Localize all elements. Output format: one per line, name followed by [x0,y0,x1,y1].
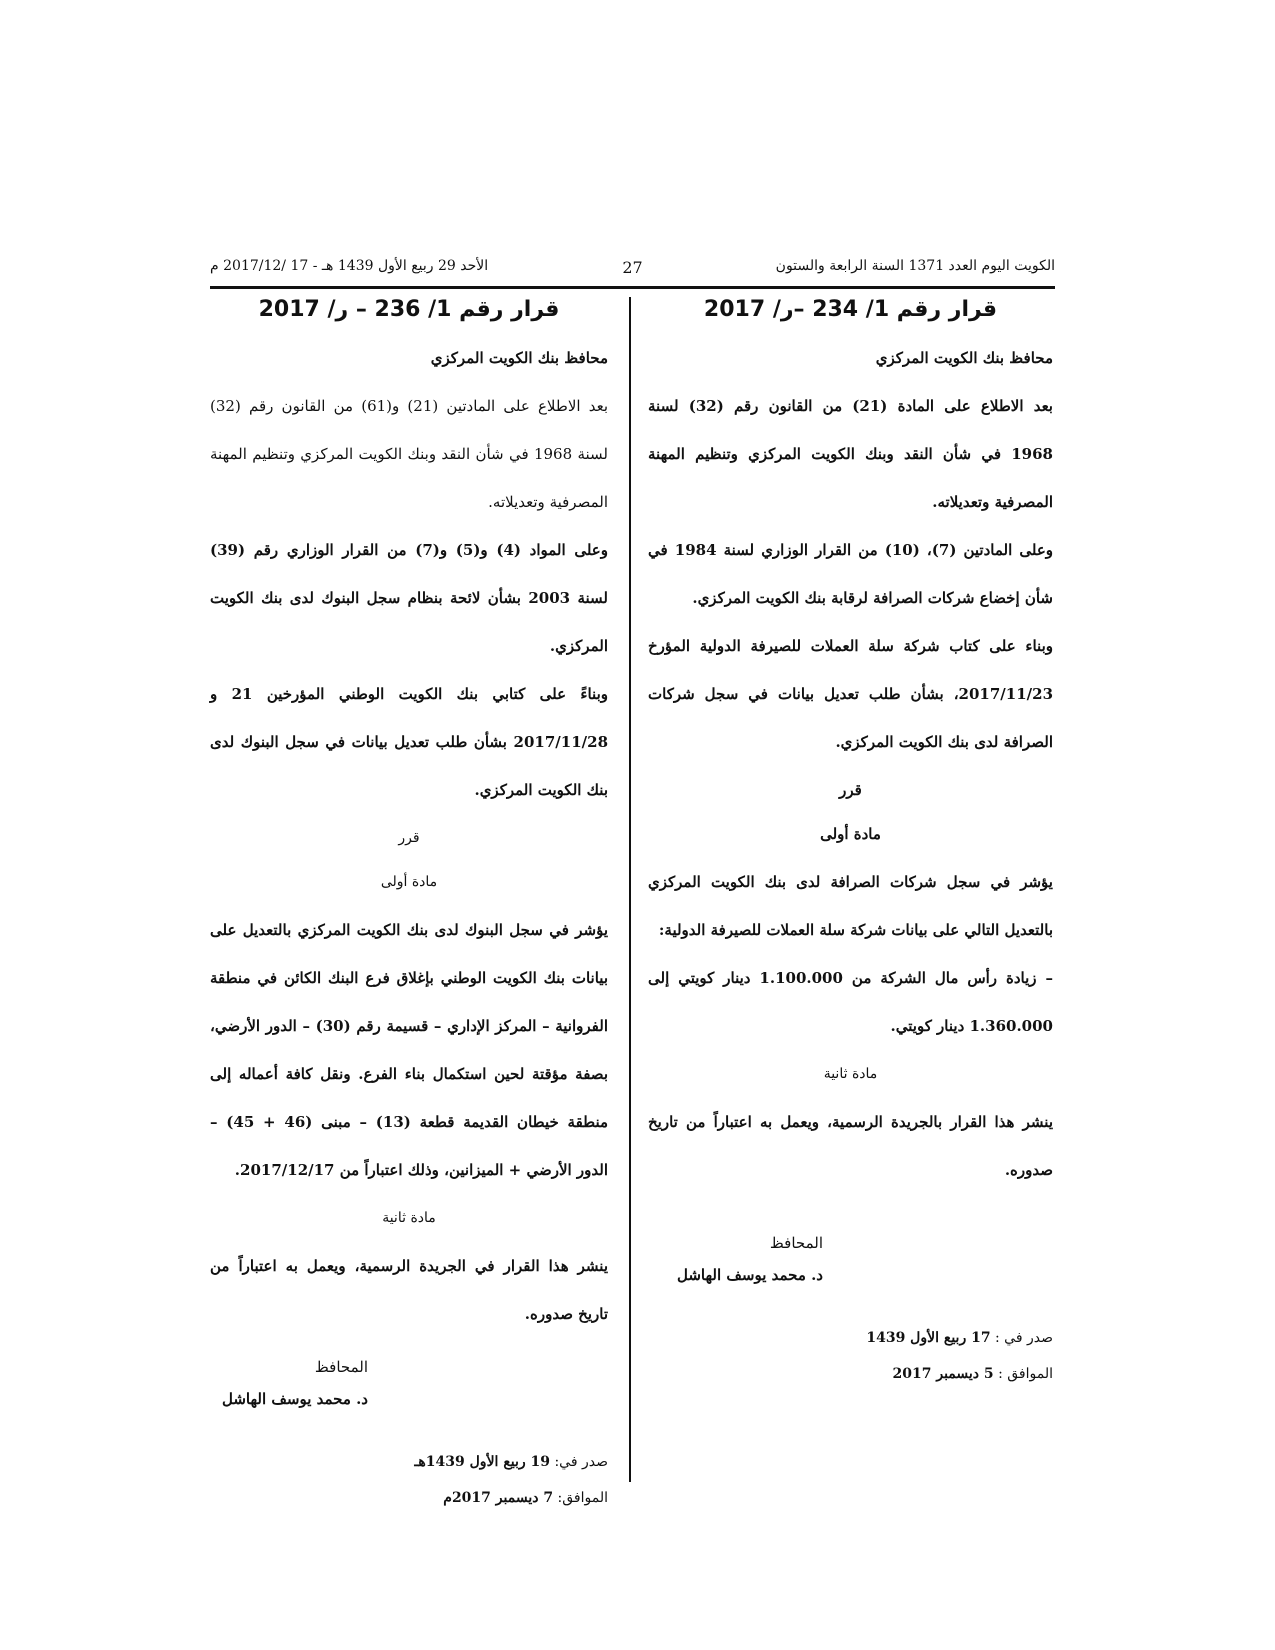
issued-label: صدر في : [995,1330,1053,1346]
decision-236-title: قرار رقم 1/ 236 – ر/ 2017 [258,297,560,322]
decision-236-article2-title: مادة ثانية [382,1210,436,1226]
decision-234-preamble-1: بعد الاطلاع على المادة (21) من القانون رقم (32) لسنة 1968 في شأن النقد وبنك الكويت المركزي وتنظيم المهنة المصرفية وتعديلاته. [648,397,1053,511]
decision-234-issuer: محافظ بنك الكويت المركزي [875,349,1053,367]
signature-title: المحافظ [769,1234,823,1252]
issued-date: 17 ربيع الأول 1439 [866,1330,991,1346]
decision-236-issue-date [210,1444,608,1516]
signature-title: المحافظ [314,1358,368,1376]
decision-236-article1-text: يؤشر في سجل البنوك لدى بنك الكويت المركزي بالتعديل على بيانات بنك الكويت الوطني بإغلاق فرع البنك الكائن في منطقة الفروانية – المركز الإداري – قسيمة رقم (30) – الدور الأرضي، بصفة مؤقتة لحين استكمال بناء الفرع. ونقل كافة أعماله إلى منطقة خيطان القديمة قطعة (13) – مبنى (46 + 45) – الدور الأرضي + الميزانين، وذلك اعتباراً من 2017/12/17. [210,921,609,1179]
signature-name: د. محمد يوسف الهاشل [221,1390,368,1408]
decision-234-preamble-3: وبناء على كتاب شركة سلة العملات للصيرفة الدولية المؤرخ 2017/11/23، بشأن طلب تعديل بيانات في سجل شركات الصرافة لدى بنك الكويت المركزي. [648,637,1053,751]
page-header [210,258,1055,289]
decision-234-article1-item: – زيادة رأس مال الشركة من 1.100.000 دينار كويتي إلى 1.360.000 دينار كويتي. [648,969,1053,1035]
header-page-number: 27 [622,258,643,277]
decision-236-preamble-1: بعد الاطلاع على المادتين (21) و(61) من القانون رقم (32) لسنة 1968 في شأن النقد وبنك الكويت المركزي وتنظيم المهنة المصرفية وتعديلاته. [210,397,609,511]
decision-236-decided: قرر [398,830,420,846]
decision-234-decided: قرر [839,781,862,799]
decision-236-issuer: محافظ بنك الكويت المركزي [430,349,608,367]
decision-234-article2-title: مادة ثانية [823,1066,878,1082]
corresponding-label: الموافق : [998,1366,1053,1382]
header-publication-info: الكويت اليوم العدد 1371 السنة الرابعة والستون [775,258,1055,274]
decision-234 [648,297,1053,1392]
issued-date: 19 ربيع الأول 1439هـ [414,1454,551,1470]
decision-236-preamble-2: وعلى المواد (4) و(5) و(7) من القرار الوزاري رقم (39) لسنة 2003 بشأن لائحة بنظام سجل البنوك لدى بنك الكويت المركزي. [210,541,608,655]
decision-236-article1-title: مادة أولى [380,874,438,890]
decision-236 [210,297,608,1516]
corresponding-date: 5 ديسمبر 2017 [892,1366,994,1382]
decision-236-signature [210,1358,368,1408]
decision-234-signature [648,1234,823,1284]
decision-234-article1-text: يؤشر في سجل شركات الصرافة لدى بنك الكويت المركزي بالتعديل التالي على بيانات شركة سلة العملات للصيرفة الدولية: [648,873,1053,939]
decision-234-preamble-2: وعلى المادتين (7)، (10) من القرار الوزاري لسنة 1984 في شأن إخضاع شركات الصرافة لرقابة بنك الكويت المركزي. [648,541,1054,607]
decision-234-article2-text: ينشر هذا القرار بالجريدة الرسمية، ويعمل به اعتباراً من تاريخ صدوره. [648,1113,1053,1179]
decision-234-article1-title: مادة أولى [820,825,881,843]
corresponding-label: الموافق: [557,1490,608,1506]
decision-236-article2-text: ينشر هذا القرار في الجريدة الرسمية، ويعمل به اعتباراً من تاريخ صدوره. [210,1257,608,1323]
decision-234-title: قرار رقم 1/ 234 –ر/ 2017 [703,297,998,322]
column-divider [629,297,631,1482]
signature-name: د. محمد يوسف الهاشل [676,1266,823,1284]
corresponding-date: 7 ديسمبر 2017م [443,1490,554,1506]
issued-label: صدر في: [554,1454,608,1470]
decision-234-issue-date [648,1320,1053,1392]
decision-236-preamble-3: وبناءً على كتابي بنك الكويت الوطني المؤرخين 21 و 2017/11/28 بشأن طلب تعديل بيانات في سجل البنوك لدى بنك الكويت المركزي. [210,685,608,799]
header-date: الأحد 29 ربيع الأول 1439 هـ - 17 /2017/12 م [210,258,489,274]
